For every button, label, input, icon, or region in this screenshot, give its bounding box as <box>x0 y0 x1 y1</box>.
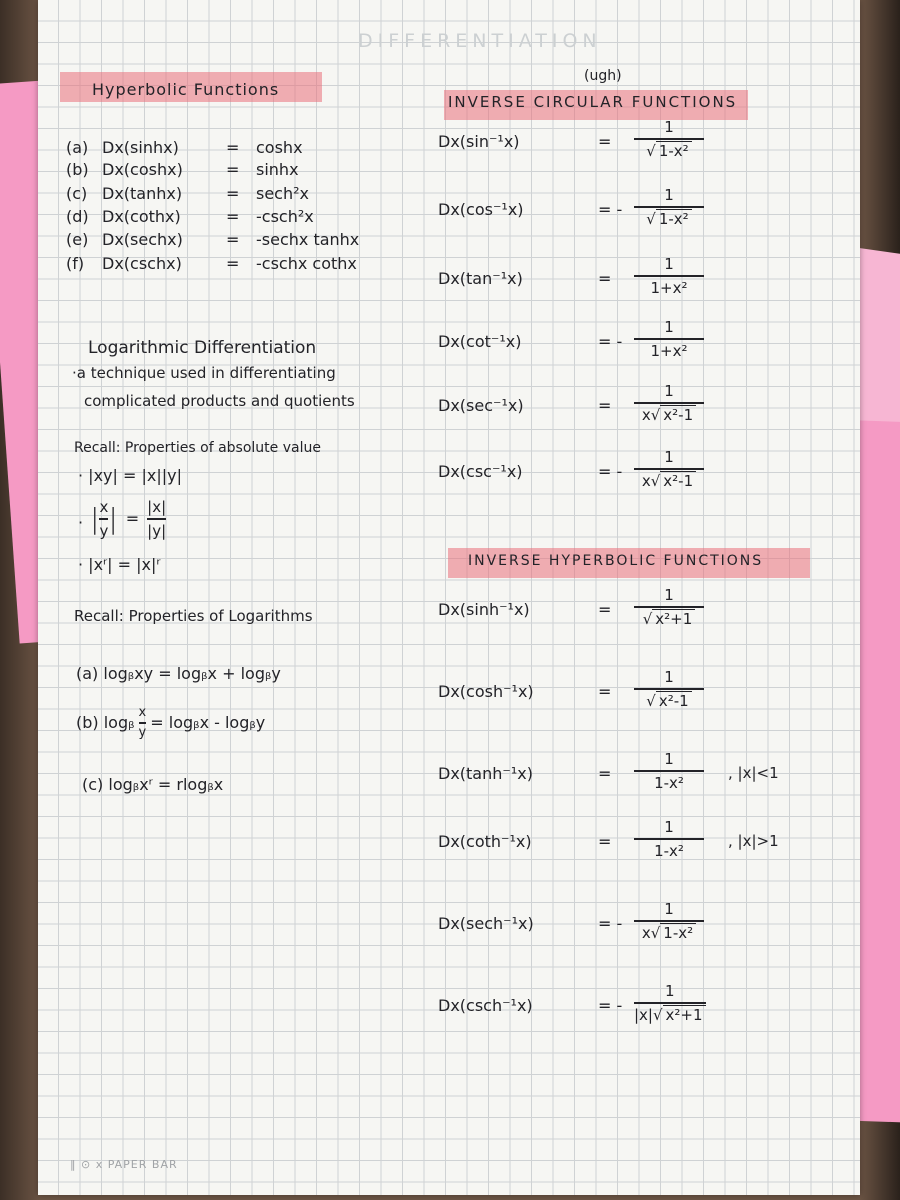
bleed-through-title: DIFFERENTIATION <box>358 30 602 52</box>
numerator: 1 <box>664 448 674 466</box>
abs-property-quotient: | $\frac{x}{y}$ | = $\frac{|x|}{|y|}$ <box>90 498 167 540</box>
formula-fraction <box>634 668 704 710</box>
radicand: 1-x² <box>656 209 692 228</box>
logdiff-description-line1: ·a technique used in differentiating <box>72 364 336 382</box>
radical-sign <box>646 692 656 710</box>
grid-paper-sheet <box>38 0 860 1195</box>
formula-fraction <box>634 982 706 1024</box>
fraction-bar <box>634 138 704 140</box>
formula-lhs: Dx(cosh⁻¹x) <box>438 682 534 701</box>
fraction-bar <box>634 920 704 922</box>
inverse-hyperbolic-formula <box>438 900 848 960</box>
abs-property-quotient-bullet: · <box>78 513 84 532</box>
formula-fraction <box>634 750 704 792</box>
formula-lhs: Dx(csc⁻¹x) <box>438 462 523 481</box>
pre-factor: x <box>641 923 651 942</box>
numerator: 1 <box>664 186 674 204</box>
formula-lhs: Dx(sech⁻¹x) <box>438 914 534 933</box>
hyperbolic-row <box>66 254 396 276</box>
numerator: 1 <box>664 818 674 836</box>
formula-sign: = <box>598 396 612 415</box>
row-derivative: Dx(coshx) <box>102 160 183 179</box>
row-tag: (f) <box>66 254 85 273</box>
radicand: 1-x² <box>660 923 696 942</box>
inverse-hyperbolic-formula <box>438 818 848 878</box>
row-result: sech²x <box>256 184 309 203</box>
radical-sign <box>646 142 656 160</box>
inverse-circular-formula <box>438 448 848 508</box>
formula-sign: = <box>598 600 612 619</box>
formula-sign: = <box>598 132 612 151</box>
hyperbolic-row <box>66 138 396 160</box>
formula-lhs: Dx(tan⁻¹x) <box>438 269 523 288</box>
fraction-bar <box>634 838 704 840</box>
formula-fraction <box>634 586 704 628</box>
denominator: 1+x² <box>650 278 688 297</box>
row-result: -csch²x <box>256 207 314 226</box>
formula-condition: , |x|<1 <box>728 764 779 782</box>
inverse-circular-formula <box>438 118 848 178</box>
radical-sign <box>651 924 661 942</box>
numerator: 1 <box>664 118 674 136</box>
logdiff-description-line2: complicated products and quotients <box>84 392 355 410</box>
formula-sign: = - <box>598 914 623 933</box>
radical-sign <box>646 210 656 228</box>
formula-lhs: Dx(sec⁻¹x) <box>438 396 524 415</box>
pre-factor: |x| <box>634 1005 653 1024</box>
formula-fraction <box>634 255 704 297</box>
radical-sign <box>653 1006 663 1024</box>
inverse-hyperbolic-formula <box>438 586 848 646</box>
fraction-bar <box>634 1002 706 1004</box>
log-property-quotient: (b) logᵦ $\frac{x}{y}$ = logᵦx - logᵦy <box>76 705 266 740</box>
numerator: 1 <box>664 750 674 768</box>
pre-factor: x <box>641 471 651 490</box>
heading-inverse-circular-functions: INVERSE CIRCULAR FUNCTIONS <box>448 93 738 111</box>
numerator: 1 <box>664 586 674 604</box>
numerator: 1 <box>664 900 674 918</box>
inverse-circular-formula <box>438 255 848 315</box>
denominator: 1-x² <box>654 841 684 860</box>
row-result: -sechx tanhx <box>256 230 360 249</box>
heading-hyperbolic-functions: Hyperbolic Functions <box>92 80 280 99</box>
row-derivative: Dx(sinhx) <box>102 138 179 157</box>
radicand: x²+1 <box>663 1005 706 1024</box>
inverse-hyperbolic-formula <box>438 668 848 728</box>
formula-fraction <box>634 186 704 228</box>
hyperbolic-row <box>66 160 396 182</box>
formula-fraction <box>634 900 704 942</box>
formula-fraction <box>634 118 704 160</box>
paper-brand-mark: ‖ ⊙ x PAPER BAR <box>70 1158 178 1171</box>
formula-condition: , |x|>1 <box>728 832 779 850</box>
radical-sign <box>651 406 661 424</box>
fraction-bar <box>634 606 704 608</box>
inverse-hyperbolic-formula <box>438 750 848 810</box>
formula-sign: = - <box>598 996 623 1015</box>
fraction-bar <box>634 770 704 772</box>
inverse-hyperbolic-formula <box>438 982 848 1042</box>
abs-property-power: · |xʳ| = |x|ʳ <box>78 555 161 574</box>
formula-sign: = <box>598 682 612 701</box>
abs-property-product: · |xy| = |x||y| <box>78 466 182 485</box>
radical-sign <box>651 472 661 490</box>
fraction-bar <box>634 275 704 277</box>
row-equals: = <box>226 230 240 249</box>
fraction-bar <box>634 468 704 470</box>
fraction-bar <box>634 338 704 340</box>
note-ugh: (ugh) <box>584 68 622 84</box>
radicand: x²-1 <box>656 691 692 710</box>
denominator: 1-x² <box>654 773 684 792</box>
numerator: 1 <box>664 255 674 273</box>
inverse-circular-formula <box>438 186 848 246</box>
formula-fraction <box>634 318 704 360</box>
row-equals: = <box>226 207 240 226</box>
inverse-circular-formula <box>438 318 848 378</box>
row-tag: (d) <box>66 207 89 226</box>
formula-lhs: Dx(sin⁻¹x) <box>438 132 520 151</box>
heading-inverse-hyperbolic-functions: INVERSE HYPERBOLIC FUNCTIONS <box>468 553 764 569</box>
numerator: 1 <box>664 382 674 400</box>
heading-absolute-value-properties: Recall: Properties of absolute value <box>74 440 321 456</box>
numerator: 1 <box>664 318 674 336</box>
row-equals: = <box>226 138 240 157</box>
radical-sign <box>643 610 653 628</box>
hyperbolic-row <box>66 207 396 229</box>
radicand: 1-x² <box>656 141 692 160</box>
heading-logarithmic-differentiation: Logarithmic Differentiation <box>88 338 317 358</box>
inverse-circular-formula <box>438 382 848 442</box>
formula-fraction <box>634 382 704 424</box>
formula-lhs: Dx(sinh⁻¹x) <box>438 600 530 619</box>
row-result: -cschx cothx <box>256 254 357 273</box>
numerator: 1 <box>665 982 675 1000</box>
hyperbolic-row <box>66 184 396 206</box>
row-tag: (a) <box>66 138 89 157</box>
fraction-bar <box>634 402 704 404</box>
formula-lhs: Dx(coth⁻¹x) <box>438 832 532 851</box>
log-property-power: (c) logᵦxʳ = rlogᵦx <box>82 775 224 794</box>
formula-sign: = <box>598 832 612 851</box>
row-derivative: Dx(tanhx) <box>102 184 183 203</box>
formula-lhs: Dx(csch⁻¹x) <box>438 996 533 1015</box>
pre-factor: x <box>641 405 651 424</box>
formula-lhs: Dx(cos⁻¹x) <box>438 200 524 219</box>
formula-lhs: Dx(tanh⁻¹x) <box>438 764 533 783</box>
row-derivative: Dx(cothx) <box>102 207 181 226</box>
row-tag: (e) <box>66 230 89 249</box>
row-equals: = <box>226 184 240 203</box>
denominator: 1+x² <box>650 341 688 360</box>
radicand: x²-1 <box>660 405 696 424</box>
log-property-product: (a) logᵦxy = logᵦx + logᵦy <box>76 664 281 683</box>
fraction-bar <box>634 206 704 208</box>
row-equals: = <box>226 254 240 273</box>
numerator: 1 <box>664 668 674 686</box>
formula-sign: = - <box>598 462 623 481</box>
formula-lhs: Dx(cot⁻¹x) <box>438 332 522 351</box>
radicand: x²+1 <box>652 609 695 628</box>
row-derivative: Dx(sechx) <box>102 230 183 249</box>
row-result: coshx <box>256 138 303 157</box>
row-result: sinhx <box>256 160 299 179</box>
formula-sign: = <box>598 269 612 288</box>
formula-sign: = <box>598 764 612 783</box>
row-equals: = <box>226 160 240 179</box>
radicand: x²-1 <box>660 471 696 490</box>
hyperbolic-row <box>66 230 396 252</box>
formula-sign: = - <box>598 200 623 219</box>
heading-logarithm-properties: Recall: Properties of Logarithms <box>74 607 313 625</box>
fraction-bar <box>634 688 704 690</box>
formula-fraction <box>634 448 704 490</box>
row-tag: (c) <box>66 184 88 203</box>
row-derivative: Dx(cschx) <box>102 254 182 273</box>
formula-fraction <box>634 818 704 860</box>
row-tag: (b) <box>66 160 89 179</box>
formula-sign: = - <box>598 332 623 351</box>
